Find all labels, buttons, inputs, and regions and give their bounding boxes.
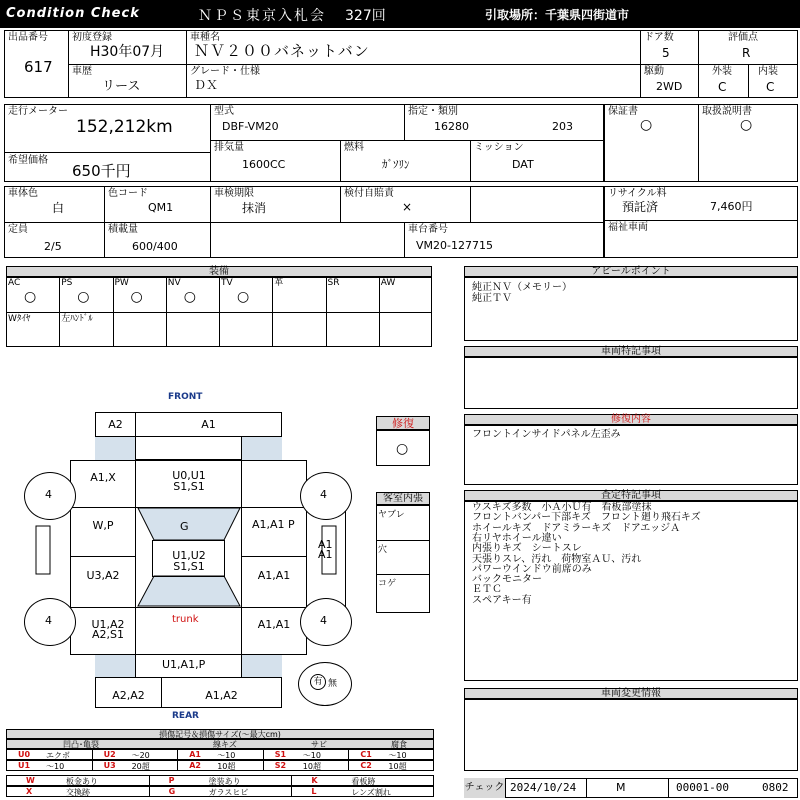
legend-code: U2 — [103, 750, 116, 759]
legend-desc: 10超 — [217, 762, 236, 771]
reg-label: 初度登録 — [72, 32, 112, 43]
legend-desc: エクボ — [46, 751, 70, 760]
equipment-7-label: AW — [380, 278, 396, 288]
panel-front-right-bumper[interactable]: A1 — [135, 412, 282, 437]
insurance-value: × — [402, 200, 413, 214]
color-value: 白 — [52, 201, 65, 215]
insurance-label: 検付自賠責 — [344, 188, 394, 199]
fuel-value: ｶﾞｿﾘﾝ — [382, 158, 410, 171]
equipment-3-mark: ○ — [183, 289, 196, 305]
repair-content-header: 修復内容 — [464, 414, 798, 425]
appeal-line-2: 純正ＴＶ — [472, 293, 512, 304]
equipment-0-mark: ○ — [24, 289, 37, 305]
legend-group-dent: 凹凸･亀裂 — [63, 740, 99, 749]
legend-code: X — [26, 787, 33, 796]
grade-eval-value: R — [742, 46, 751, 60]
change-info-header: 車両変更情報 — [464, 688, 798, 699]
legend-desc: 塗装あり — [208, 777, 241, 786]
equipment-2-label: PW — [114, 278, 129, 288]
inspection-note-line: フロントバンパー下部キズ フロント廻り飛石キズ — [472, 512, 701, 524]
inspector: M — [616, 781, 626, 794]
price-value: 650千円 — [72, 162, 131, 180]
rear-label: REAR — [172, 711, 199, 721]
doors-label: ドア数 — [644, 32, 674, 43]
brand-title: Condition Check — [6, 6, 140, 21]
recycle-amount: 7,460円 — [710, 200, 753, 213]
inspection-label: 車検期限 — [214, 188, 254, 199]
legend-desc: 〜10 — [46, 762, 65, 771]
legend-group-corrosion: 腐食 — [391, 740, 407, 749]
auction-name: ＮＰＳ東京入札会 — [198, 8, 326, 24]
inspection-note-line: 内張りキズ シートスレ — [472, 543, 582, 555]
equipment-3-label: NV — [167, 278, 181, 288]
manual-mark: ○ — [740, 117, 753, 133]
legend-groups — [6, 739, 434, 749]
legend-code: U1 — [18, 761, 31, 770]
history-label: 車歴 — [72, 66, 92, 77]
load-label: 積載量 — [108, 224, 138, 235]
panel-rear-right-bumper[interactable]: A1,A2 — [161, 677, 282, 708]
legend-desc: レンズ割れ — [351, 788, 391, 797]
legend-group-rust: サビ — [311, 740, 327, 749]
equipment-4-label: TV — [221, 278, 233, 288]
model-value: DBF-VM20 — [222, 120, 279, 133]
legend-code: U3 — [103, 761, 116, 770]
panel-front-right-side-text: A1 A1 — [318, 538, 333, 561]
price-label: 希望価格 — [8, 155, 48, 166]
interior-label: 内装 — [758, 66, 778, 77]
mission-value: DAT — [512, 158, 534, 171]
reg-date: H30年07月 — [90, 44, 165, 60]
exterior-label: 外装 — [712, 66, 732, 77]
inspection-note-line: スペアキー有 — [472, 594, 532, 606]
check-date: 2024/10/24 — [510, 781, 577, 794]
equipment-extra-0: Wﾀｲﾔ — [8, 314, 31, 324]
grade-label: グレード・仕様 — [190, 66, 260, 77]
inspection-note-line: ウスキズ多数 小Ａ小Ｕ有 看板部塗抹 — [472, 502, 652, 513]
footer-number: 0802 — [762, 781, 789, 794]
front-label: FRONT — [168, 392, 203, 402]
session-number: 327回 — [345, 8, 386, 24]
inspection-note-line: パワーウインドウ前席のみ — [472, 563, 592, 575]
legend-desc: ガラスヒビ — [208, 788, 249, 797]
manual-label: 取扱説明書 — [702, 106, 752, 117]
legend-code: G — [168, 787, 176, 796]
legend-desc: 〜10 — [388, 751, 407, 760]
legend-desc: 〜10 — [302, 751, 321, 760]
inspection-value: 抹消 — [242, 201, 267, 215]
tire-rear-left-value: 4 — [45, 614, 52, 627]
panel-rear-right-door[interactable]: A1,A1 — [241, 556, 307, 608]
lot-label: 出品番号 — [8, 32, 48, 43]
panel-front-right-fender[interactable] — [241, 460, 307, 508]
inspection-note-line: ＥＴＣ — [472, 584, 502, 596]
drive-value: 2WD — [656, 80, 683, 93]
tire-front-left-value: 4 — [45, 488, 52, 501]
panel-rear-text: U1,A1,P — [162, 658, 206, 671]
chassis-label: 車台番号 — [408, 224, 448, 235]
legend-code: L — [311, 787, 317, 796]
spare-on: 有 — [310, 674, 326, 690]
panel-hood-left — [135, 436, 242, 460]
legend-desc: 10超 — [302, 762, 321, 771]
model-label: 型式 — [214, 106, 234, 117]
cabin-hole: 穴 — [378, 545, 388, 555]
exterior-value: C — [718, 80, 727, 94]
recycle-label: リサイクル料 — [608, 188, 667, 199]
panel-rear-left-bumper[interactable]: A2,A2 — [95, 677, 162, 708]
panel-rear-left-door[interactable]: U3,A2 — [70, 556, 136, 608]
recycle-status: 預託済 — [622, 200, 659, 214]
load-value: 600/400 — [132, 240, 178, 253]
equipment-6-label: SR — [327, 278, 340, 288]
appeal-header: アピールポイント — [464, 266, 798, 277]
equipment-4-mark: ○ — [237, 289, 250, 305]
legend-code: S1 — [274, 750, 287, 759]
color-label: 車体色 — [8, 188, 38, 199]
panel-roof-text: U1,U2 S1,S1 — [172, 549, 206, 573]
repair-content-text: フロントインサイドパネル左歪み — [472, 429, 621, 440]
panel-hood-text: U0,U1 S1,S1 — [172, 469, 206, 493]
windshield-shape — [138, 508, 240, 540]
equipment-1-mark: ○ — [77, 289, 90, 305]
legend-code: C2 — [360, 761, 372, 770]
windshield-label: G — [180, 520, 189, 533]
inspection-note-line: 天張りスレ、汚れ 荷物室ＡＵ、汚れ — [472, 553, 642, 565]
name-label: 車種名 — [190, 32, 220, 43]
cabin-burn: コゲ — [378, 579, 397, 589]
warranty-mark: ○ — [640, 117, 653, 133]
legend-code: U0 — [18, 750, 31, 759]
legend-desc: 10超 — [388, 762, 407, 771]
equipment-5-label: 革 — [274, 278, 284, 288]
legend-desc: 交換跡 — [66, 788, 90, 797]
inspection-note-line: ホイールキズ ドアミラーキズ ドアエッジＡ — [472, 522, 681, 534]
left-mirror — [36, 526, 50, 574]
footer-code: 00001-00 — [676, 781, 729, 794]
legend-desc: 板金あり — [66, 777, 98, 786]
legend-desc: 〜20 — [131, 751, 150, 760]
cert-b: 203 — [552, 120, 573, 133]
panel-front-right-door-text: A1,A1 P — [252, 518, 295, 531]
cert-a: 16280 — [434, 120, 469, 133]
legend-desc: 〜10 — [217, 751, 236, 760]
inspection-note-line: 右リヤホイール違い — [472, 532, 562, 544]
panel-front-left-fender[interactable]: A1,X — [70, 460, 136, 508]
legend-code: K — [311, 776, 318, 785]
color-code-value: QM1 — [148, 201, 174, 214]
panel-rear-left-quarter-text: U1,A2 A2,S1 — [91, 618, 125, 641]
special-box — [464, 357, 798, 409]
legend-desc: 看板跡 — [351, 777, 376, 786]
chassis-value: VM20-127715 — [416, 239, 493, 252]
cabin-tear: ヤブレ — [378, 510, 405, 520]
mission-label: ミッション — [474, 142, 524, 153]
panel-rear-right-quarter[interactable]: A1,A1 — [241, 607, 307, 655]
special-header: 車両特記事項 — [464, 346, 798, 357]
interior-value: C — [766, 80, 775, 94]
doors-value: 5 — [662, 46, 670, 60]
legend-desc: 20超 — [131, 762, 150, 771]
car-name: ＮＶ２００バネットバン — [194, 42, 370, 60]
mileage-value: 152,212km — [76, 117, 173, 137]
panel-front-right-door[interactable] — [241, 507, 307, 557]
repair-mark: ○ — [396, 441, 409, 457]
pickup-location: 引取場所：千葉県四街道市 — [485, 8, 630, 22]
fuel-label: 燃料 — [344, 142, 364, 153]
cert-label: 指定・類別 — [408, 106, 458, 117]
warranty-label: 保証書 — [608, 106, 638, 117]
capacity-value: 2/5 — [44, 240, 62, 253]
history-value: リース — [102, 79, 141, 94]
panel-front-left-bumper[interactable]: A2 — [95, 412, 136, 437]
equipment-extra-1: 左ﾊﾝﾄﾞﾙ — [61, 314, 93, 324]
legend-code: C1 — [360, 750, 372, 759]
equipment-header: 装備 — [6, 266, 432, 277]
legend-code: S2 — [274, 761, 287, 770]
tire-front-right-value: 4 — [320, 488, 327, 501]
mileage-label: 走行メーター — [8, 106, 68, 117]
check-label: チェック — [464, 778, 506, 798]
grade-eval-label: 評価点 — [728, 32, 758, 43]
inspection-notes-header: 査定特記事項 — [464, 490, 798, 501]
drive-label: 駆動 — [644, 66, 664, 77]
legend-title: 損傷記号＆損傷サイズ(〜最大cm) — [6, 729, 434, 739]
equipment-1-label: PS — [61, 278, 73, 288]
equipment-2-mark: ○ — [130, 289, 143, 305]
lot-number: 617 — [24, 58, 53, 76]
rear-window-shape — [138, 576, 240, 606]
welfare-label: 福祉車両 — [608, 222, 648, 233]
inspection-note-line: バックモニター — [472, 574, 542, 586]
displacement-label: 排気量 — [214, 142, 244, 153]
equipment-0-label: AC — [8, 278, 21, 288]
cabin-header: 客室内張 — [376, 492, 430, 505]
grade-value: ＤＸ — [194, 78, 219, 92]
trunk-label: trunk — [172, 614, 199, 625]
panel-front-left-door[interactable]: W,P — [70, 507, 136, 557]
legend-code: A1 — [189, 750, 201, 759]
legend-code: P — [168, 776, 175, 785]
tire-rear-right-value: 4 — [320, 614, 327, 627]
legend-code: W — [26, 776, 35, 785]
spare-off: 無 — [328, 679, 338, 689]
displacement-value: 1600CC — [242, 158, 286, 171]
appeal-line-1: 純正ＮＶ（メモリー） — [472, 282, 572, 293]
repair-header: 修復 — [376, 416, 430, 430]
capacity-label: 定員 — [8, 224, 28, 235]
change-info-box — [464, 699, 798, 771]
color-code-label: 色コード — [108, 188, 148, 199]
legend-group-scratch: 線キズ — [213, 740, 237, 749]
legend-code: A2 — [189, 761, 201, 770]
